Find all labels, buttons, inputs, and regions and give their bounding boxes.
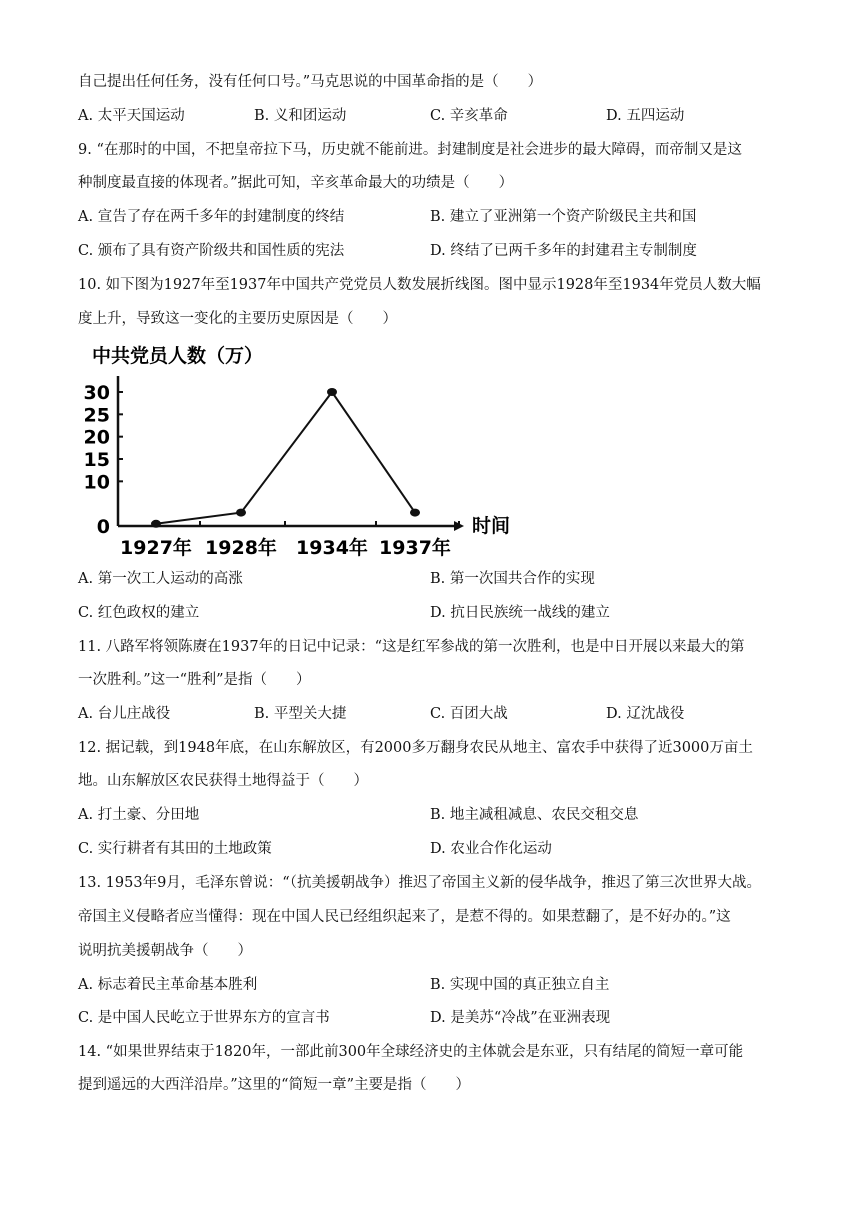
q13-option-d: D. 是美苏“冷战”在亚洲表现 [430,1010,611,1026]
q14-stem-line-1: 14. “如果世界结束于1820年，一部此前300年全球经济史的主体就会是东亚，只有结尾的简短一章可能 [78,1044,744,1060]
data-point [327,388,337,396]
q13-stem-line-1: 13. 1953年9月，毛泽东曾说：“（抗美援朝战争）推迟了帝国主义新的侵华战争，推迟了第三次世界大战。 [78,875,761,891]
x-tick-label: 1937年 [379,537,451,559]
series-polyline [156,392,415,524]
q11-option-d: D. 辽沈战役 [606,706,685,722]
chart-title: 中共党员人数（万） [92,345,264,367]
y-tick-label: 0 [96,516,110,538]
q8-option-d: D. 五四运动 [606,108,685,124]
x-tick-label: 1927年 [120,537,192,559]
q13-stem-line-2: 帝国主义侵略者应当懂得：现在中国人民已经组织起来了，是惹不得的。如果惹翻了，是不好办的。”这 [78,909,731,925]
q9-option-a: A. 宣告了存在两千多年的封建制度的终结 [78,209,345,225]
data-point [410,509,420,517]
q13-option-a: A. 标志着民主革命基本胜利 [78,977,258,993]
q11-stem-line-2: 一次胜利。”这一“胜利”是指（ ） [78,672,311,688]
q11-option-a: A. 台儿庄战役 [78,706,171,722]
q9-option-b: B. 建立了亚洲第一个资产阶级民主共和国 [430,209,697,225]
y-tick-label: 30 [83,382,110,404]
y-tick-label: 25 [83,404,110,427]
q13-stem-line-3: 说明抗美援朝战争（ ） [78,943,252,959]
q8-option-b: B. 义和团运动 [254,108,347,124]
x-tick-label: 1928年 [205,537,277,559]
q12-option-c: C. 实行耕者有其田的土地政策 [78,841,272,857]
data-point [236,509,246,517]
q9-stem-line-1: 9. “在那时的中国，不把皇帝拉下马，历史就不能前进。封建制度是社会进步的最大障碍，而帝制又是这 [78,142,742,158]
q10-option-a: A. 第一次工人运动的高涨 [78,571,243,587]
q11-stem-line-1: 11. 八路军将领陈赓在1937年的日记中记录：“这是红军参战的第一次胜利，也是中日开展以来最大的第 [78,639,745,655]
q13-option-c: C. 是中国人民屹立于世界东方的宣言书 [78,1010,330,1026]
q11-option-b: B. 平型关大捷 [254,706,347,722]
x-axis-label: 时间 [472,515,510,537]
q12-stem-line-2: 地。山东解放区农民获得土地得益于（ ） [78,773,368,789]
q10-option-d: D. 抗日民族统一战线的建立 [430,605,610,621]
q11-option-c: C. 百团大战 [430,706,508,722]
series-line [151,388,420,528]
x-tick-label: 1934年 [296,537,368,559]
q8-stem-line: 自己提出任何任务，没有任何口号。”马克思说的中国革命指的是（ ） [78,74,543,90]
q12-stem-line-1: 12. 据记载，到1948年底，在山东解放区，有2000多万翻身农民从地主、富农手中获得了近3000万亩土 [78,740,753,756]
q8-option-a: A. 太平天国运动 [78,108,185,124]
q12-option-a: A. 打土豪、分田地 [78,807,200,823]
y-tick-label: 20 [83,426,110,449]
party-members-line-chart [80,340,510,562]
q8-option-c: C. 辛亥革命 [430,108,508,124]
q13-option-b: B. 实现中国的真正独立自主 [430,977,610,993]
q10-option-b: B. 第一次国共合作的实现 [430,571,595,587]
q9-stem-line-2: 种制度最直接的体现者。”据此可知，辛亥革命最大的功绩是（ ） [78,175,514,191]
y-tick-label: 15 [83,449,110,471]
q10-stem-line-2: 度上升，导致这一变化的主要历史原因是（ ） [78,311,397,327]
q14-stem-line-2: 提到遥远的大西洋沿岸。”这里的“简短一章”主要是指（ ） [78,1077,470,1093]
q10-option-c: C. 红色政权的建立 [78,605,200,621]
q12-option-d: D. 农业合作化运动 [430,841,552,857]
q9-option-c: C. 颁布了具有资产阶级共和国性质的宪法 [78,243,345,259]
data-point [151,520,161,528]
q9-option-d: D. 终结了已两千多年的封建君主专制制度 [430,243,697,259]
q12-option-b: B. 地主减租减息、农民交租交息 [430,807,639,823]
q10-stem-line-1: 10. 如下图为1927年至1937年中国共产党党员人数发展折线图。图中显示1928年至1934年党员人数大幅 [78,277,761,293]
y-tick-label: 10 [83,471,110,494]
